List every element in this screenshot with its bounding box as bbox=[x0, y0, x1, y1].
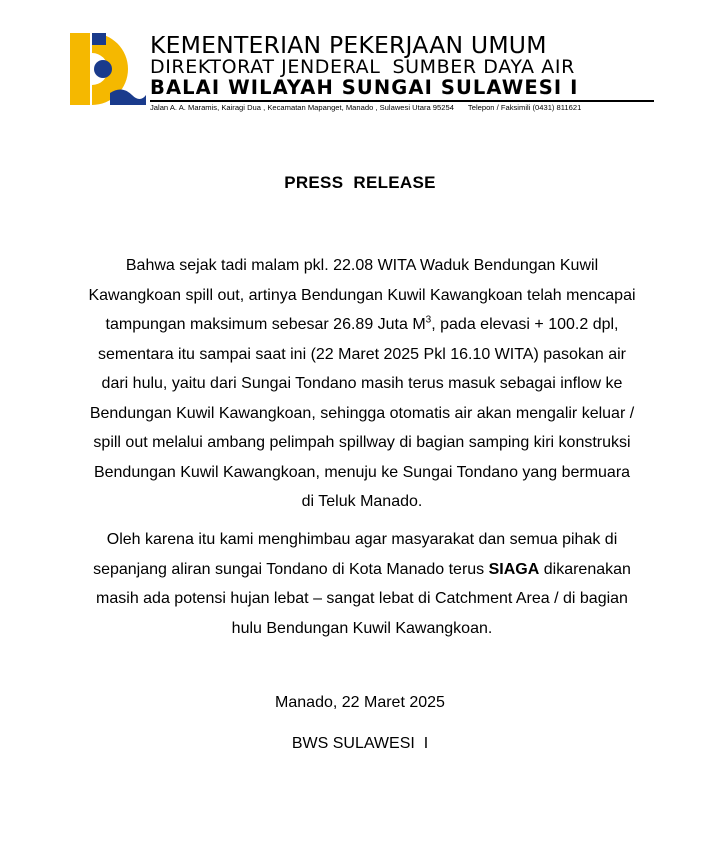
elevation-text: , pada elevasi + 100.2 dpl, bbox=[431, 316, 619, 333]
directorate-part1: DIREKTORAT JENDERAL bbox=[150, 56, 381, 78]
office-name: BALAI WILAYAH SUNGAI SULAWESI I bbox=[150, 76, 579, 99]
letterhead bbox=[70, 31, 654, 112]
paragraph-line: Kawangkoan spill out, artinya Bendungan Kuwil Kawangkoan telah mencapai bbox=[88, 286, 636, 304]
paragraph-appeal bbox=[70, 525, 654, 643]
alert-status-keyword: SIAGA bbox=[488, 560, 540, 578]
appeal-text-before: sepanjang aliran sungai Tondano di Kota Manado terus bbox=[93, 560, 489, 578]
office-phone: Telepon / Faksimili (0431) 811621 bbox=[467, 103, 582, 112]
cubic-superscript: 3 bbox=[425, 314, 432, 326]
signatory-organization: BWS SULAWESI I bbox=[291, 735, 429, 752]
paragraph-line: Bendungan Kuwil Kawangkoan, menuju ke Sungai Tondano yang bermuara bbox=[93, 463, 631, 481]
paragraph-line: Bendungan Kuwil Kawangkoan, sehingga otomatis air akan mengalir keluar / bbox=[89, 404, 635, 422]
ministry-name: KEMENTERIAN PEKERJAAN UMUM bbox=[150, 31, 547, 59]
ministry-logo-icon bbox=[70, 33, 146, 105]
paragraph-line: dari hulu, yaitu dari Sungai Tondano masih terus masuk sebagai inflow ke bbox=[101, 375, 623, 392]
paragraph-line: sementara itu sampai saat ini (22 Maret 2025 Pkl 16.10 WITA) pasokan air bbox=[98, 345, 626, 363]
paragraph-line: di Teluk Manado. bbox=[301, 493, 423, 510]
capacity-text: tampungan maksimum sebesar 26.89 Juta M bbox=[105, 316, 426, 333]
paragraph-line: Oleh karena itu kami menghimbau agar masyarakat dan semua pihak di bbox=[106, 531, 618, 548]
paragraph-line: spill out melalui ambang pelimpah spillway di bagian samping kiri konstruksi bbox=[93, 434, 631, 451]
letterhead-divider bbox=[150, 100, 654, 102]
office-address-line bbox=[150, 103, 654, 112]
paragraph-line: hulu Bendungan Kuwil Kawangkoan. bbox=[231, 619, 493, 637]
paragraph-line bbox=[70, 555, 654, 585]
paragraph-situation bbox=[70, 251, 654, 517]
paragraph-line bbox=[70, 310, 654, 340]
appeal-text-after: dikarenakan bbox=[539, 560, 631, 578]
paragraph-line: Bahwa sejak tadi malam pkl. 22.08 WITA Waduk Bendungan Kuwil bbox=[125, 257, 599, 274]
office-address: Jalan A. A. Maramis, Kairagi Dua , Kecamatan Mapanget, Manado , Sulawesi Utara 95254 bbox=[150, 103, 454, 112]
directorate-name bbox=[150, 57, 654, 77]
directorate-part2: SUMBER DAYA AIR bbox=[392, 56, 575, 78]
place-and-date: Manado, 22 Maret 2025 bbox=[275, 694, 445, 711]
letterhead-text bbox=[150, 33, 654, 112]
document-title: PRESS RELEASE bbox=[284, 173, 436, 192]
paragraph-line: masih ada potensi hujan lebat – sangat lebat di Catchment Area / di bagian bbox=[96, 590, 628, 607]
